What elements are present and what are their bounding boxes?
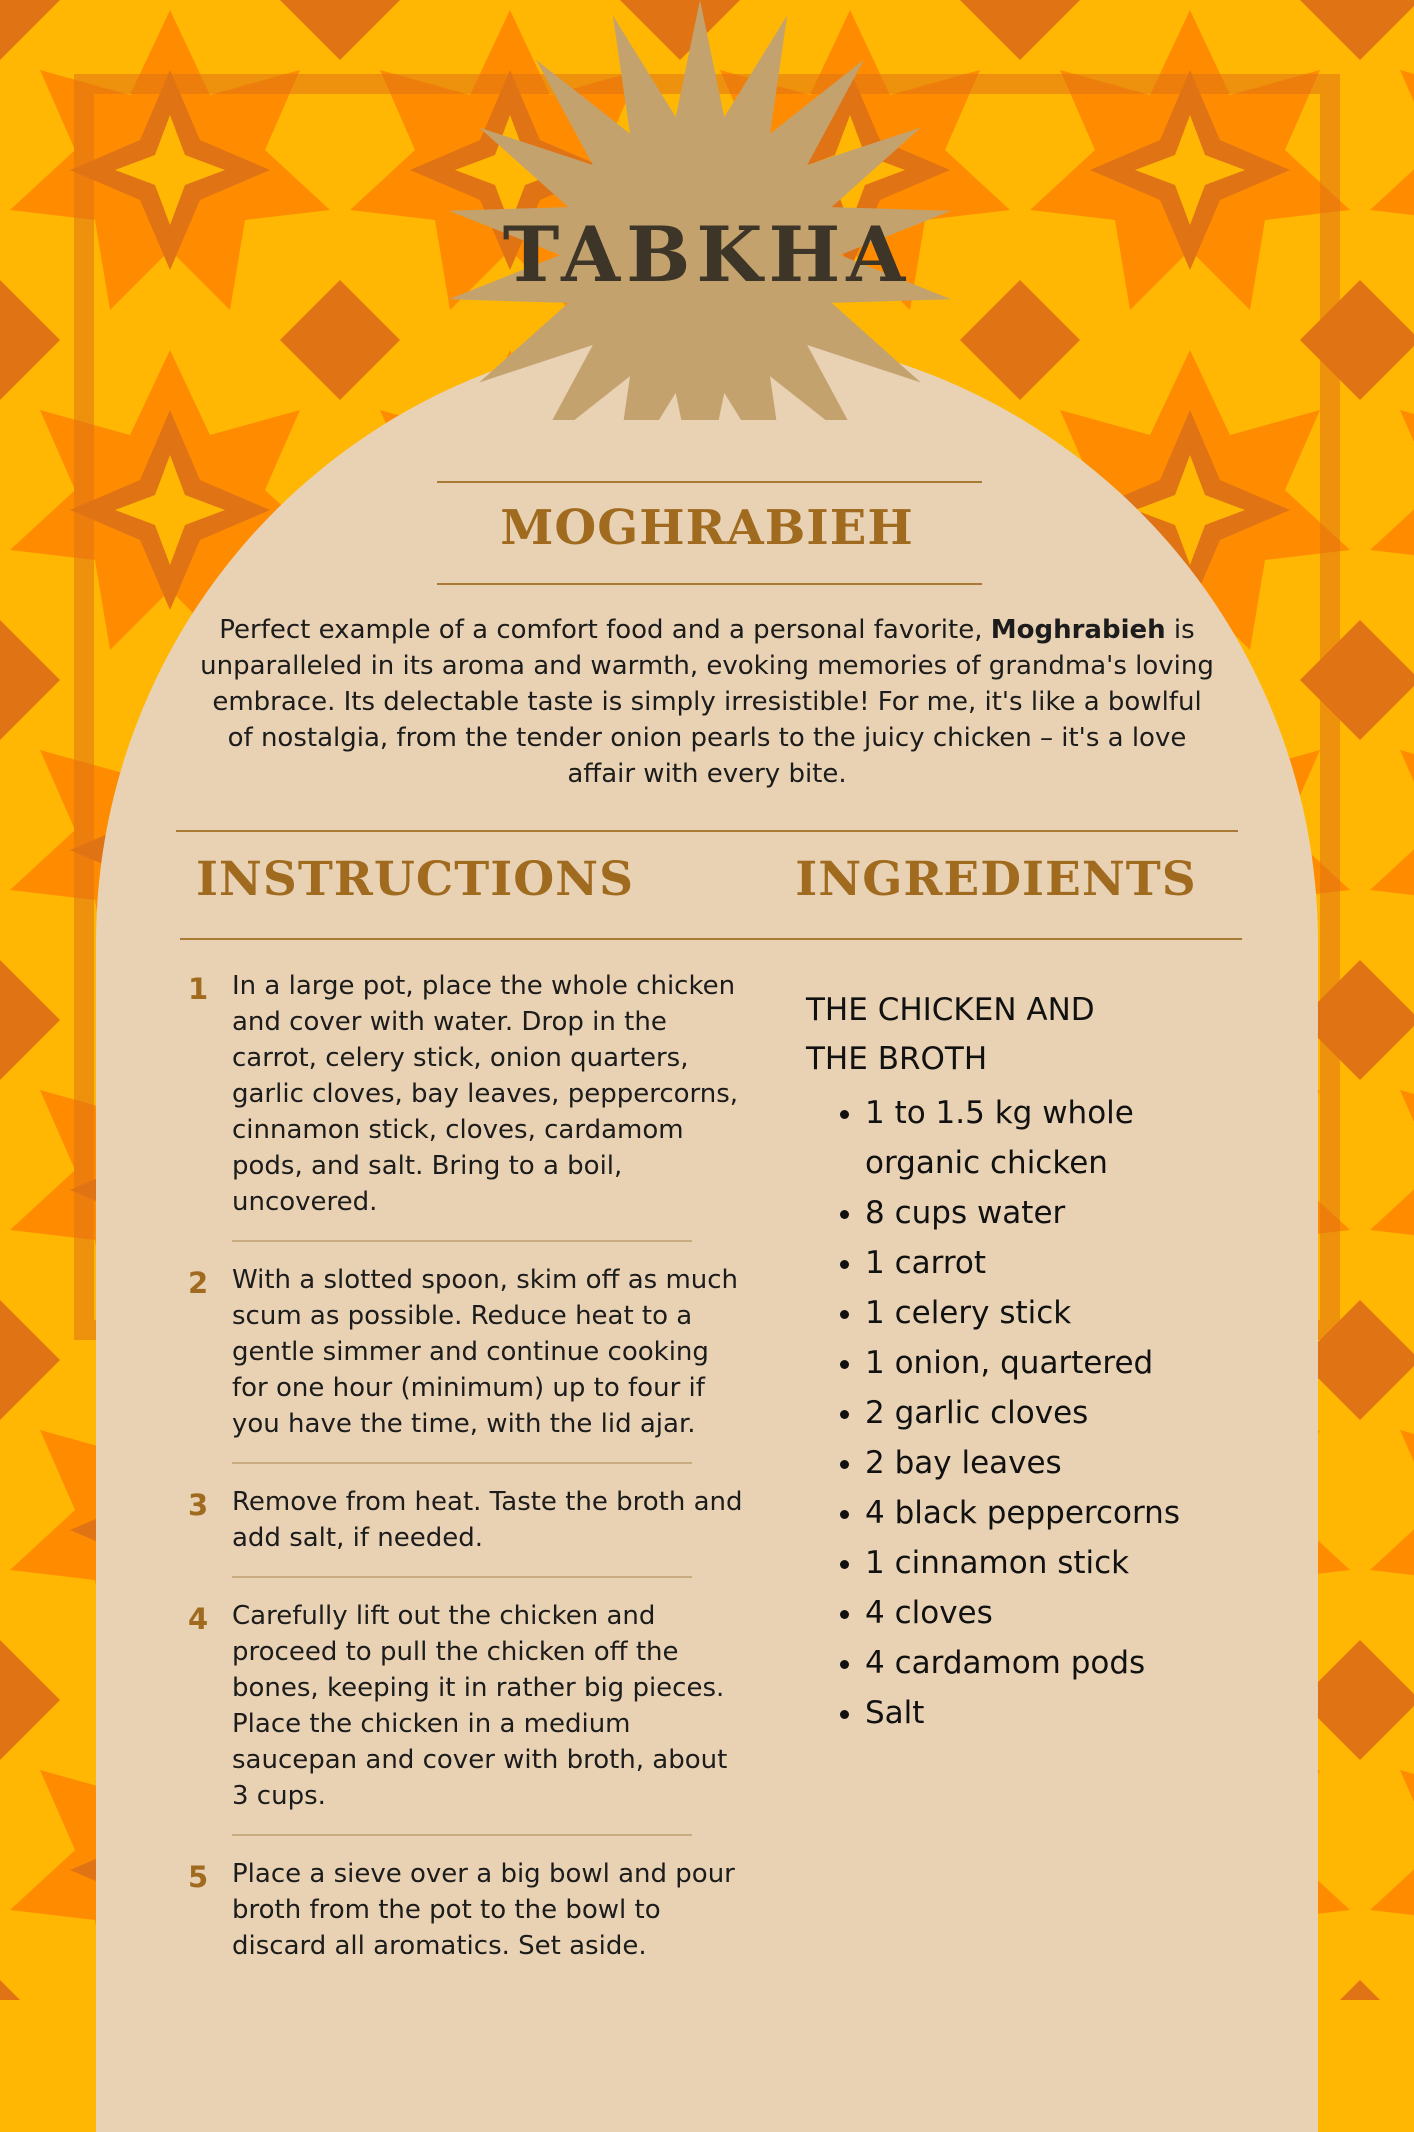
sections-rule-bottom xyxy=(180,938,1242,940)
ingredient-item: • 1 onion, quartered xyxy=(865,1338,1246,1388)
ingredient-item: • 4 black peppercorns xyxy=(865,1488,1246,1538)
ingredient-item: • 4 cloves xyxy=(865,1588,1246,1638)
title-rule-top xyxy=(437,481,982,483)
step-number: 2 xyxy=(188,1266,209,1300)
ingredient-item: • 1 cinnamon stick xyxy=(865,1538,1246,1588)
instruction-step xyxy=(188,968,748,1220)
instructions-heading: INSTRUCTIONS xyxy=(195,852,635,907)
step-number: 3 xyxy=(188,1488,209,1522)
instruction-step xyxy=(188,1598,748,1814)
instruction-steps xyxy=(188,968,748,1964)
instruction-step xyxy=(188,1856,748,1964)
intro-dish-name: Moghrabieh xyxy=(990,615,1166,645)
ingredient-group-title: THE CHICKEN AND THE BROTH xyxy=(806,992,1095,1077)
intro-lead: Perfect example of a comfort food and a personal favorite, xyxy=(219,615,983,645)
ingredients-panel xyxy=(806,986,1246,1738)
step-number: 4 xyxy=(188,1602,209,1636)
ingredient-item: • Salt xyxy=(865,1688,1246,1738)
step-number: 5 xyxy=(188,1860,209,1894)
ingredients-heading: INGREDIENTS xyxy=(795,852,1197,907)
ingredient-item: • 2 bay leaves xyxy=(865,1438,1246,1488)
ingredient-item: • 1 to 1.5 kg whole organic chicken xyxy=(865,1088,1246,1188)
instruction-step xyxy=(188,1484,748,1556)
intro-rest: is unparalleled in its aroma and warmth, evoking memories of grandma's loving embrace. Its delectable taste is simply irresistible! For me, it's like a bowlful of nostalgia, from the tender onion pearls to the juicy chicken – it's a love affair with every bite. xyxy=(200,615,1214,789)
step-text: In a large pot, place the whole chicken and cover with water. Drop in the carrot, celery stick, onion quarters, garlic cloves, bay leaves, peppercorns, cinnamon stick, cloves, cardamom pods, and salt. Bring to a boil, uncovered. xyxy=(232,971,739,1217)
recipe-title: MOGHRABIEH xyxy=(500,500,914,556)
ingredient-item: • 1 celery stick xyxy=(865,1288,1246,1338)
step-text: Place a sieve over a big bowl and pour broth from the pot to the bowl to discard all aromatics. Set aside. xyxy=(232,1859,735,1961)
step-text: Remove from heat. Taste the broth and add salt, if needed. xyxy=(232,1487,743,1553)
step-text: Carefully lift out the chicken and proceed to pull the chicken off the bones, keeping it in rather big pieces. Place the chicken in a medium saucepan and cover with broth, about 3 cups. xyxy=(232,1601,728,1811)
ingredient-list xyxy=(806,1088,1246,1738)
ingredient-item: • 8 cups water xyxy=(865,1188,1246,1238)
ingredient-item: • 1 carrot xyxy=(865,1238,1246,1288)
title-rule-bottom xyxy=(437,583,982,585)
step-text: With a slotted spoon, skim off as much scum as possible. Reduce heat to a gentle simmer and continue cooking for one hour (minimum) up to four if you have the time, with the lid ajar. xyxy=(232,1265,739,1439)
step-divider xyxy=(232,1834,692,1836)
step-divider xyxy=(232,1462,692,1464)
step-divider xyxy=(232,1576,692,1578)
ingredient-item: • 2 garlic cloves xyxy=(865,1388,1246,1438)
ingredient-item: • 4 cardamom pods xyxy=(865,1638,1246,1688)
recipe-intro xyxy=(200,612,1214,792)
instruction-step xyxy=(188,1262,748,1442)
step-divider xyxy=(232,1240,692,1242)
step-number: 1 xyxy=(188,972,209,1006)
sections-rule-top xyxy=(176,830,1238,832)
brand-title: TABKHA xyxy=(502,210,912,299)
